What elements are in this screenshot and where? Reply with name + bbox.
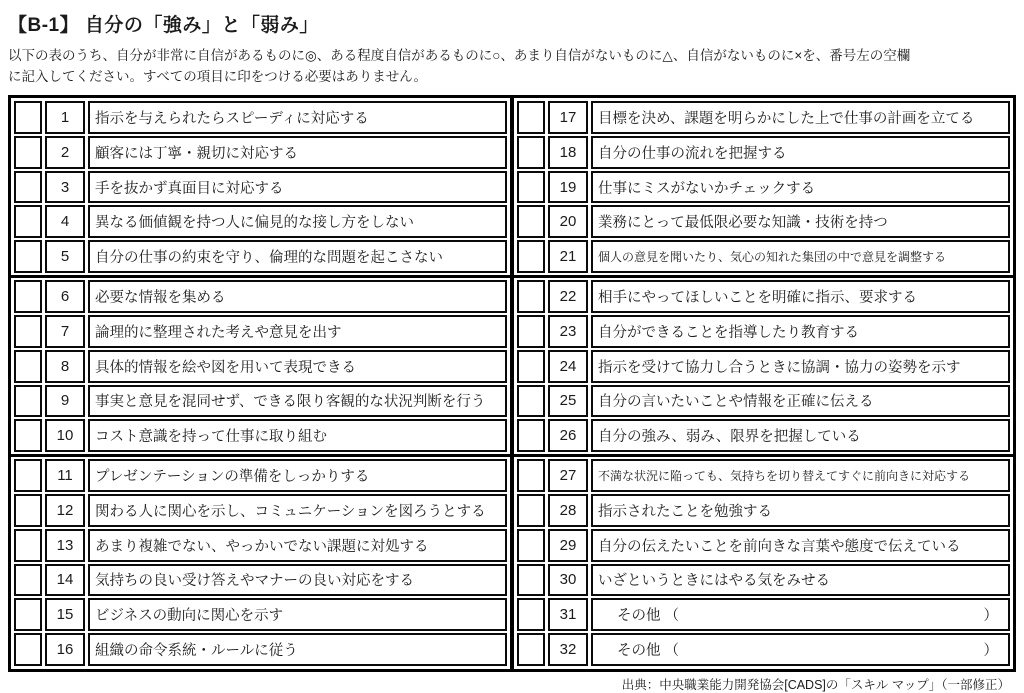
mark-input-cell[interactable] — [517, 385, 545, 418]
item-text: 不満な状況に陥っても、気持ちを切り替えてすぐに前向きに対応する — [591, 459, 1010, 492]
item-text: 異なる価値観を持つ人に偏見的な接し方をしない — [88, 205, 507, 238]
assessment-row — [14, 101, 507, 134]
mark-input-cell[interactable] — [14, 240, 42, 273]
item-text: 関わる人に関心を示し、コミュニケーションを図ろうとする — [88, 494, 507, 527]
item-text: 手を抜かず真面目に対応する — [88, 171, 507, 204]
instructions — [8, 45, 1016, 87]
assessment-row — [14, 280, 507, 313]
item-number: 28 — [548, 494, 588, 527]
source-citation: 出典：中央職業能力開発協会[CADS]の「スキル マップ」（一部修正） — [621, 678, 1010, 692]
assessment-row — [14, 633, 507, 666]
mark-input-cell[interactable] — [14, 598, 42, 631]
mark-input-cell[interactable] — [517, 205, 545, 238]
item-text-other — [591, 598, 1010, 631]
assessment-row — [517, 280, 1010, 313]
item-number: 9 — [45, 385, 85, 418]
assessment-row — [14, 205, 507, 238]
item-text-other — [591, 633, 1010, 666]
other-close-paren: ） — [983, 643, 998, 660]
mark-input-cell[interactable] — [517, 633, 545, 666]
assessment-row — [517, 419, 1010, 452]
mark-input-cell[interactable] — [517, 598, 545, 631]
item-number: 26 — [548, 419, 588, 452]
assessment-row — [517, 171, 1010, 204]
assessment-row — [517, 494, 1010, 527]
item-text: 自分の言いたいことや情報を正確に伝える — [591, 385, 1010, 418]
mark-input-cell[interactable] — [14, 459, 42, 492]
assessment-row — [517, 240, 1010, 273]
group-separator — [11, 454, 510, 457]
item-text: 気持ちの良い受け答えやマナーの良い対応をする — [88, 564, 507, 597]
item-number: 3 — [45, 171, 85, 204]
mark-input-cell[interactable] — [517, 315, 545, 348]
item-text: 個人の意見を聞いたり、気心の知れた集団の中で意見を調整する — [591, 240, 1010, 273]
item-number: 14 — [45, 564, 85, 597]
assessment-row — [14, 315, 507, 348]
item-number: 10 — [45, 419, 85, 452]
item-text: 自分の仕事の流れを把握する — [591, 136, 1010, 169]
assessment-row — [517, 564, 1010, 597]
item-text: 自分の仕事の約束を守り、倫理的な問題を起こさない — [88, 240, 507, 273]
mark-input-cell[interactable] — [14, 280, 42, 313]
mark-input-cell[interactable] — [14, 633, 42, 666]
page-title — [8, 10, 1016, 37]
other-label: その他 （ — [617, 608, 680, 625]
assessment-row — [517, 136, 1010, 169]
item-number: 31 — [548, 598, 588, 631]
item-text: ビジネスの動向に関心を示す — [88, 598, 507, 631]
assessment-row — [14, 459, 507, 492]
assessment-row — [517, 529, 1010, 562]
mark-input-cell[interactable] — [517, 494, 545, 527]
item-number: 7 — [45, 315, 85, 348]
item-number: 27 — [548, 459, 588, 492]
item-text: 自分ができることを指導したり教育する — [591, 315, 1010, 348]
item-text: 仕事にミスがないかチェックする — [591, 171, 1010, 204]
mark-input-cell[interactable] — [14, 385, 42, 418]
assessment-row — [14, 240, 507, 273]
mark-input-cell[interactable] — [14, 564, 42, 597]
mark-input-cell[interactable] — [14, 494, 42, 527]
assessment-row — [517, 385, 1010, 418]
assessment-row — [14, 598, 507, 631]
other-close-paren: ） — [983, 608, 998, 625]
item-text: 必要な情報を集める — [88, 280, 507, 313]
other-label: その他 （ — [617, 643, 680, 660]
assessment-row — [517, 459, 1010, 492]
item-number: 17 — [548, 101, 588, 134]
item-text: 論理的に整理された考えや意見を出す — [88, 315, 507, 348]
mark-input-cell[interactable] — [517, 459, 545, 492]
mark-input-cell[interactable] — [517, 171, 545, 204]
item-text: 業務にとって最低限必要な知識・技術を持つ — [591, 205, 1010, 238]
table-left-half — [11, 98, 510, 669]
mark-input-cell[interactable] — [14, 205, 42, 238]
assessment-row — [14, 494, 507, 527]
item-text: 指示されたことを勉強する — [591, 494, 1010, 527]
item-number: 1 — [45, 101, 85, 134]
assessment-row — [517, 205, 1010, 238]
mark-input-cell[interactable] — [517, 350, 545, 383]
assessment-row — [517, 350, 1010, 383]
mark-input-cell[interactable] — [517, 280, 545, 313]
group-separator — [514, 275, 1013, 278]
item-number: 22 — [548, 280, 588, 313]
instructions-line-2: に記入してください。すべての項目に印をつける必要はありません。 — [8, 69, 428, 84]
assessment-row — [14, 564, 507, 597]
assessment-row — [517, 101, 1010, 134]
item-number: 8 — [45, 350, 85, 383]
item-number: 15 — [45, 598, 85, 631]
item-number: 24 — [548, 350, 588, 383]
item-number: 19 — [548, 171, 588, 204]
item-text: コスト意識を持って仕事に取り組む — [88, 419, 507, 452]
item-number: 21 — [548, 240, 588, 273]
group-separator — [514, 454, 1013, 457]
mark-input-cell[interactable] — [14, 350, 42, 383]
table-right-half — [514, 98, 1013, 669]
mark-input-cell[interactable] — [14, 529, 42, 562]
item-text: 目標を決め、課題を明らかにした上で仕事の計画を立てる — [591, 101, 1010, 134]
assessment-row — [14, 136, 507, 169]
item-number: 23 — [548, 315, 588, 348]
group-separator — [11, 275, 510, 278]
mark-input-cell[interactable] — [14, 419, 42, 452]
item-text: 相手にやってほしいことを明確に指示、要求する — [591, 280, 1010, 313]
assessment-row — [14, 419, 507, 452]
item-number: 18 — [548, 136, 588, 169]
assessment-row — [14, 171, 507, 204]
item-text: 自分の伝えたいことを前向きな言葉や態度で伝えている — [591, 529, 1010, 562]
item-text: 事実と意見を混同せず、できる限り客観的な状況判断を行う — [88, 385, 507, 418]
item-text: 組織の命令系統・ルールに従う — [88, 633, 507, 666]
assessment-row — [14, 350, 507, 383]
mark-input-cell[interactable] — [14, 315, 42, 348]
assessment-row — [14, 385, 507, 418]
item-number: 5 — [45, 240, 85, 273]
item-text: 指示を与えられたらスピーディに対応する — [88, 101, 507, 134]
item-number: 25 — [548, 385, 588, 418]
item-number: 12 — [45, 494, 85, 527]
item-number: 29 — [548, 529, 588, 562]
item-number: 2 — [45, 136, 85, 169]
mark-input-cell[interactable] — [517, 419, 545, 452]
instructions-line-1: 以下の表のうち、自分が非常に自信があるものに◎、ある程度自信があるものに○、あまり自信がないものに△、自信がないものに×を、番号左の空欄 — [8, 48, 911, 63]
mark-input-cell[interactable] — [517, 240, 545, 273]
assessment-row — [517, 315, 1010, 348]
mark-input-cell[interactable] — [14, 101, 42, 134]
assessment-row — [517, 633, 1010, 666]
item-number: 16 — [45, 633, 85, 666]
assessment-row — [14, 529, 507, 562]
item-number: 30 — [548, 564, 588, 597]
item-text: 具体的情報を絵や図を用いて表現できる — [88, 350, 507, 383]
item-number: 11 — [45, 459, 85, 492]
mark-input-cell[interactable] — [517, 101, 545, 134]
item-number: 20 — [548, 205, 588, 238]
mark-input-cell[interactable] — [517, 136, 545, 169]
page-title-text: 【B-1】 自分の「強み」と「弱み」 — [8, 15, 319, 36]
item-number: 13 — [45, 529, 85, 562]
item-text: 顧客には丁寧・親切に対応する — [88, 136, 507, 169]
mark-input-cell[interactable] — [517, 529, 545, 562]
item-text: あまり複雑でない、やっかいでない課題に対処する — [88, 529, 507, 562]
item-number: 4 — [45, 205, 85, 238]
item-text: 自分の強み、弱み、限界を把握している — [591, 419, 1010, 452]
mark-input-cell[interactable] — [14, 136, 42, 169]
item-text: いざというときにはやる気をみせる — [591, 564, 1010, 597]
item-number: 32 — [548, 633, 588, 666]
mark-input-cell[interactable] — [517, 564, 545, 597]
item-text: 指示を受けて協力し合うときに協調・協力の姿勢を示す — [591, 350, 1010, 383]
mark-input-cell[interactable] — [14, 171, 42, 204]
assessment-table — [8, 95, 1016, 672]
item-number: 6 — [45, 280, 85, 313]
item-text: プレゼンテーションの準備をしっかりする — [88, 459, 507, 492]
assessment-row — [517, 598, 1010, 631]
